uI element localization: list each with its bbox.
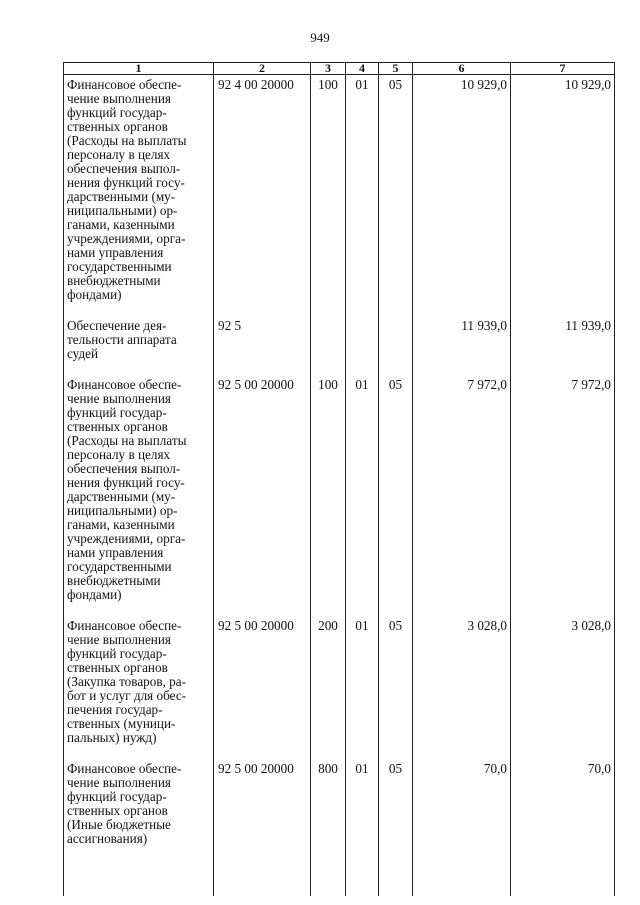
spacer-cell: [413, 602, 511, 616]
row-name-cell: [64, 316, 214, 361]
subsection-cell: 05: [379, 759, 413, 846]
spacer-cell: [311, 361, 346, 375]
spacer-cell: [346, 846, 379, 896]
row-name-cell: [64, 759, 214, 846]
row-name-line: (Расходы на выплаты: [67, 433, 187, 448]
table-row: [64, 759, 615, 846]
row-name-line: государственными: [67, 259, 172, 274]
amount-cell: 70,0: [413, 759, 511, 846]
row-name-line: фондами): [67, 287, 122, 302]
row-name-line: дарственными (му-: [67, 489, 176, 504]
row-name-cell: [64, 375, 214, 602]
expense-type-cell: 800: [311, 759, 346, 846]
row-name-line: нения функций госу-: [67, 475, 185, 490]
row-spacer: [64, 745, 615, 759]
table-row: [64, 375, 615, 602]
column-header: 4: [346, 63, 379, 75]
spacer-cell: [346, 602, 379, 616]
row-name-line: судей: [67, 346, 99, 361]
amount-total-cell: 7 972,0: [511, 375, 615, 602]
row-name-line: персоналу в целях: [67, 147, 171, 162]
spacer-cell: [413, 361, 511, 375]
row-name-line: обеспечения выпол-: [67, 161, 181, 176]
spacer-cell: [311, 846, 346, 896]
spacer-cell: [311, 302, 346, 316]
spacer-cell: [64, 602, 214, 616]
row-name-line: нами управления: [67, 245, 164, 260]
row-name-line: ственных органов: [67, 419, 168, 434]
spacer-cell: [379, 361, 413, 375]
subsection-cell: 05: [379, 75, 413, 303]
spacer-cell: [311, 745, 346, 759]
row-name-line: чение выполнения: [67, 632, 171, 647]
row-name-line: нами управления: [67, 545, 164, 560]
target-code-cell: 92 5 00 20000: [214, 759, 311, 846]
row-name-line: дарственными (му-: [67, 189, 176, 204]
amount-cell: 7 972,0: [413, 375, 511, 602]
expense-type-cell: 200: [311, 616, 346, 745]
row-name-line: учреждениями, орга-: [67, 531, 186, 546]
amount-total-cell: 70,0: [511, 759, 615, 846]
row-name-line: ственных (муници-: [67, 716, 176, 731]
spacer-cell: [413, 846, 511, 896]
column-header: 1: [64, 63, 214, 75]
spacer-cell: [511, 602, 615, 616]
row-name-line: нения функций госу-: [67, 175, 185, 190]
target-code-cell: 92 5 00 20000: [214, 375, 311, 602]
row-name-line: функций государ-: [67, 646, 167, 661]
spacer-cell: [64, 745, 214, 759]
spacer-cell: [413, 302, 511, 316]
row-name-line: функций государ-: [67, 789, 167, 804]
amount-cell: 11 939,0: [413, 316, 511, 361]
spacer-cell: [511, 302, 615, 316]
spacer-cell: [214, 361, 311, 375]
spacer-cell: [346, 745, 379, 759]
amount-cell: 10 929,0: [413, 75, 511, 303]
expense-type-cell: 100: [311, 75, 346, 303]
spacer-cell: [379, 602, 413, 616]
row-name-line: тельности аппарата: [67, 332, 177, 347]
row-name-line: функций государ-: [67, 105, 167, 120]
budget-table: [63, 62, 615, 896]
target-code-cell: 92 5 00 20000: [214, 616, 311, 745]
table-body: [64, 75, 615, 897]
amount-total-cell: 11 939,0: [511, 316, 615, 361]
row-name-line: учреждениями, орга-: [67, 231, 186, 246]
row-name-line: Финансовое обеспе-: [67, 377, 182, 392]
row-name-line: функций государ-: [67, 405, 167, 420]
spacer-cell: [379, 745, 413, 759]
subsection-cell: 05: [379, 616, 413, 745]
subsection-cell: 05: [379, 375, 413, 602]
row-name-line: Обеспечение дея-: [67, 318, 167, 333]
spacer-cell: [379, 302, 413, 316]
column-header: 3: [311, 63, 346, 75]
row-name-line: ниципальными) ор-: [67, 503, 178, 518]
expense-type-cell: [311, 316, 346, 361]
row-spacer: [64, 602, 615, 616]
spacer-cell: [511, 745, 615, 759]
spacer-cell: [64, 846, 214, 896]
amount-total-cell: 3 028,0: [511, 616, 615, 745]
spacer-cell: [511, 361, 615, 375]
row-name-line: внебюджетными: [67, 573, 161, 588]
row-name-line: (Расходы на выплаты: [67, 133, 187, 148]
spacer-cell: [214, 745, 311, 759]
column-header: 2: [214, 63, 311, 75]
row-name-line: ственных органов: [67, 119, 168, 134]
row-name-line: ганами, казенными: [67, 517, 175, 532]
row-name-line: печения государ-: [67, 702, 163, 717]
spacer-cell: [511, 846, 615, 896]
column-header: 5: [379, 63, 413, 75]
row-name-line: государственными: [67, 559, 172, 574]
row-name-line: чение выполнения: [67, 91, 171, 106]
row-spacer: [64, 302, 615, 316]
row-name-line: (Иные бюджетные: [67, 817, 171, 832]
spacer-cell: [413, 745, 511, 759]
spacer-cell: [214, 846, 311, 896]
row-name-line: фондами): [67, 587, 122, 602]
expense-type-cell: 100: [311, 375, 346, 602]
row-name-line: (Закупка товаров, ра-: [67, 674, 187, 689]
table-row: [64, 316, 615, 361]
spacer-cell: [379, 846, 413, 896]
spacer-cell: [214, 302, 311, 316]
row-name-line: чение выполнения: [67, 391, 171, 406]
row-name-line: бот и услуг для обес-: [67, 688, 187, 703]
row-name-line: ственных органов: [67, 803, 168, 818]
row-spacer: [64, 361, 615, 375]
row-name-line: ассигнования): [67, 831, 148, 846]
row-spacer: [64, 846, 615, 896]
column-header: 6: [413, 63, 511, 75]
spacer-cell: [311, 602, 346, 616]
table-header-row: [64, 63, 615, 75]
spacer-cell: [346, 361, 379, 375]
page-number: 949: [310, 30, 330, 45]
row-name-cell: [64, 616, 214, 745]
amount-cell: 3 028,0: [413, 616, 511, 745]
spacer-cell: [346, 302, 379, 316]
column-header: 7: [511, 63, 615, 75]
amount-total-cell: 10 929,0: [511, 75, 615, 303]
target-code-cell: 92 5: [214, 316, 311, 361]
row-name-line: персоналу в целях: [67, 447, 171, 462]
row-name-line: обеспечения выпол-: [67, 461, 181, 476]
row-name-line: ственных органов: [67, 660, 168, 675]
section-cell: 01: [346, 616, 379, 745]
row-name-line: Финансовое обеспе-: [67, 618, 182, 633]
table-row: [64, 75, 615, 303]
row-name-cell: [64, 75, 214, 303]
spacer-cell: [64, 302, 214, 316]
target-code-cell: 92 4 00 20000: [214, 75, 311, 303]
row-name-line: внебюджетными: [67, 273, 161, 288]
section-cell: 01: [346, 75, 379, 303]
section-cell: 01: [346, 375, 379, 602]
row-name-line: ганами, казенными: [67, 217, 175, 232]
spacer-cell: [64, 361, 214, 375]
subsection-cell: [379, 316, 413, 361]
row-name-line: пальных) нужд): [67, 730, 157, 745]
section-cell: [346, 316, 379, 361]
table-row: [64, 616, 615, 745]
row-name-line: чение выполнения: [67, 775, 171, 790]
row-name-line: Финансовое обеспе-: [67, 77, 182, 92]
section-cell: 01: [346, 759, 379, 846]
row-name-line: Финансовое обеспе-: [67, 761, 182, 776]
spacer-cell: [214, 602, 311, 616]
row-name-line: ниципальными) ор-: [67, 203, 178, 218]
